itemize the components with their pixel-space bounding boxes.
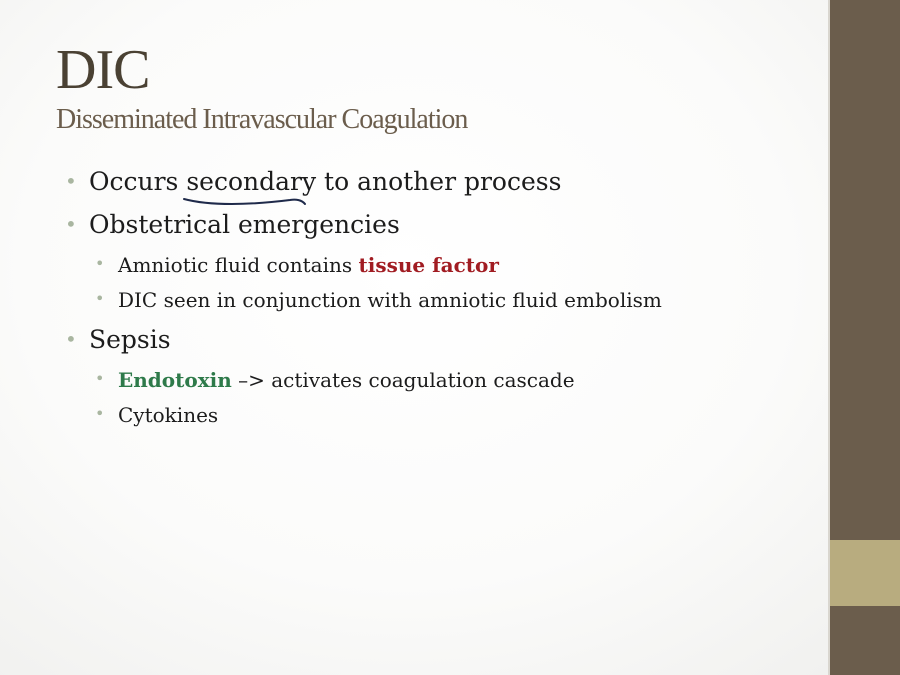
- bullet-text: Sepsis: [89, 325, 171, 354]
- bullet-dot-icon: •: [95, 404, 105, 423]
- bullet-text: –> activates coagulation cascade: [231, 368, 575, 392]
- bullet-dot-icon: •: [95, 289, 105, 308]
- bullet-dot-icon: •: [95, 254, 105, 273]
- side-accent-block: [830, 540, 900, 606]
- subbullet-cytokines: [95, 403, 219, 427]
- slide-subtitle: Disseminated Intravascular Coagulation: [56, 104, 468, 135]
- bullet-text: Obstetrical emergencies: [89, 210, 400, 239]
- bullet-text: DIC seen in conjunction with amniotic fluid embolism: [118, 288, 662, 312]
- bullet-text: Cytokines: [118, 403, 219, 427]
- bullet-dot-icon: •: [95, 369, 105, 388]
- subbullet-dic-embolism: [95, 288, 662, 312]
- highlight-tissue-factor: tissue factor: [358, 253, 499, 277]
- bullet-dot-icon: •: [65, 327, 77, 351]
- bullet-dot-icon: •: [65, 169, 77, 193]
- highlight-endotoxin: Endotoxin: [118, 368, 232, 392]
- subbullet-amniotic-fluid: [95, 253, 499, 277]
- bullet-obstetrical-emergencies: [65, 210, 400, 239]
- bullet-text: Occurs secondary to another process: [89, 167, 562, 196]
- bullet-dot-icon: •: [65, 212, 77, 236]
- bullet-text: Amniotic fluid contains: [118, 253, 359, 277]
- subbullet-endotoxin: [95, 368, 575, 392]
- slide-title: DIC: [56, 39, 150, 101]
- bullet-sepsis: [65, 325, 171, 354]
- bullet-occurs-secondary: [65, 167, 562, 196]
